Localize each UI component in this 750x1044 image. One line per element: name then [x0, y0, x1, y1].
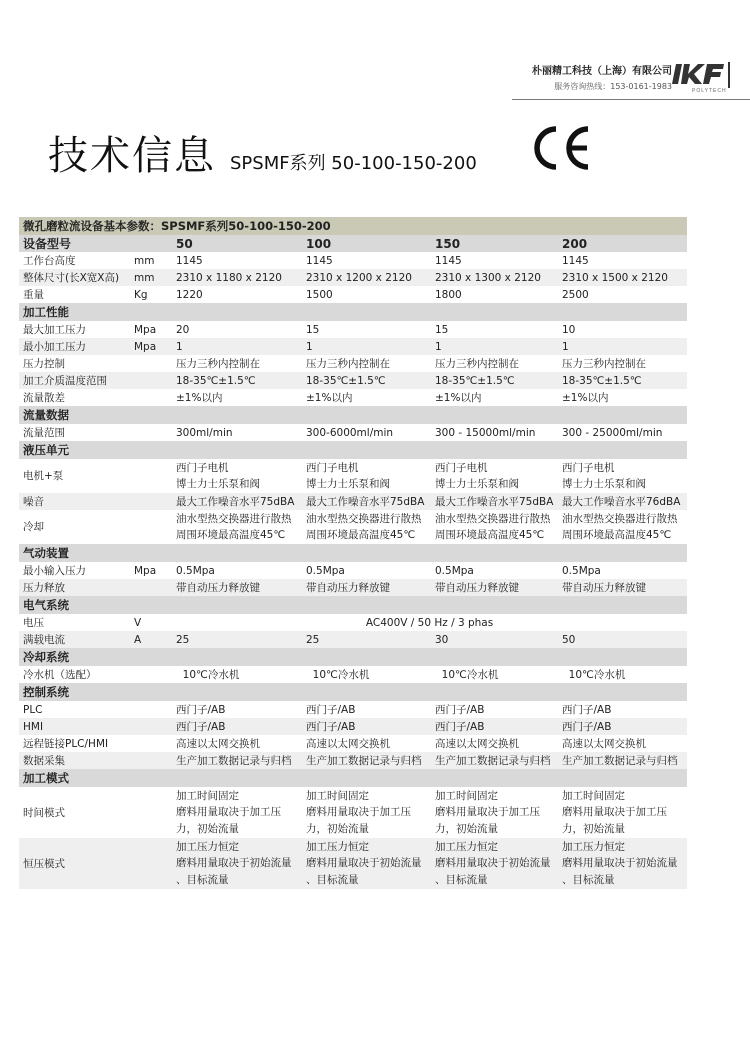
row-value-150: 高速以太网交换机: [435, 737, 519, 750]
row-value-50: 25: [172, 631, 302, 648]
row-value-200: 西门子/AB: [562, 703, 612, 716]
section-header: [19, 683, 687, 701]
row-unit: mm: [130, 269, 172, 286]
row-unit: [130, 752, 172, 769]
row-unit: [130, 424, 172, 441]
row-value-200: 10: [562, 323, 576, 336]
row-value-150: 1800: [435, 288, 462, 301]
row-value-200: 加工压力恒定 磨料用量取决于初始流量 、目标流量: [558, 838, 687, 889]
hotline-label: 服务咨询热线：: [554, 82, 611, 91]
row-value-150: ±1%以内: [435, 391, 482, 404]
row-label: 压力释放: [19, 579, 130, 596]
table-row: [19, 666, 687, 683]
row-value-200: 2310 x 1500 x 2120: [558, 269, 687, 286]
row-label: 恒压模式: [19, 838, 130, 889]
row-value-150: 10℃冷水机: [435, 668, 499, 681]
title-main: 技术信息: [48, 133, 216, 179]
row-unit: Mpa: [134, 323, 157, 336]
table-row: [19, 389, 687, 406]
table-row: [19, 787, 687, 838]
table-row: [19, 510, 687, 544]
row-label: 噪音: [19, 493, 130, 510]
row-value-150: 300 - 15000ml/min: [435, 426, 536, 439]
row-label: HMI: [19, 718, 130, 735]
section-header: [19, 596, 687, 614]
table-row: [19, 321, 687, 338]
row-unit: mm: [134, 254, 155, 267]
table-row: [19, 718, 687, 735]
section-header: [19, 648, 687, 666]
row-unit: [130, 389, 172, 406]
row-value-50: 西门子/AB: [172, 718, 302, 735]
row-value-150: 带自动压力释放键: [431, 579, 558, 596]
table-row: [19, 752, 687, 769]
row-value-150: 压力三秒内控制在: [435, 357, 519, 370]
section-title: 液压单元: [19, 441, 687, 459]
row-label: 冷却: [23, 521, 44, 533]
hotline-number: 153-0161-1983: [610, 82, 672, 91]
row-value-50: 西门子电机 博士力士乐泵和阀: [176, 461, 260, 490]
row-value-100: 1500: [306, 288, 333, 301]
row-value-100: 25: [302, 631, 431, 648]
table-heading: 微孔磨粒流设备基本参数：SPSMF系列50-100-150-200: [19, 217, 687, 235]
row-value-100: 0.5Mpa: [306, 564, 345, 577]
row-unit: [130, 838, 172, 889]
row-unit: Kg: [134, 288, 148, 301]
row-value-100: 加工压力恒定 磨料用量取决于初始流量 、目标流量: [302, 838, 431, 889]
row-value-150: 加工压力恒定 磨料用量取决于初始流量 、目标流量: [431, 838, 558, 889]
row-value-150: 15: [435, 323, 449, 336]
row-value-50: 18-35℃±1.5℃: [172, 372, 302, 389]
row-value-50: 生产加工数据记录与归档: [172, 752, 302, 769]
model-row: [19, 235, 687, 252]
page-title: [48, 124, 477, 181]
row-unit: A: [130, 631, 172, 648]
table-row: [19, 459, 687, 493]
row-value-100: 西门子电机 博士力士乐泵和阀: [306, 461, 390, 490]
row-value-50: 加工时间固定 磨料用量取决于加工压 力，初始流量: [176, 789, 281, 835]
table-row: [19, 614, 687, 631]
row-value-50: 压力三秒内控制在: [176, 357, 260, 370]
table-row: [19, 372, 687, 389]
table-row: [19, 252, 687, 269]
row-value-200: 带自动压力释放键: [558, 579, 687, 596]
model-150: 150: [431, 235, 558, 252]
row-label: 电机+泵: [23, 470, 64, 482]
row-value-100: 2310 x 1200 x 2120: [302, 269, 431, 286]
table-row: [19, 493, 687, 510]
row-value-200: 压力三秒内控制在: [562, 357, 646, 370]
logo-text: POLYTECH: [692, 88, 727, 94]
row-value-100: 10℃冷水机: [306, 668, 370, 681]
row-label: 冷水机（选配）: [23, 668, 97, 681]
section-title: 加工模式: [19, 769, 687, 787]
row-value-50: 20: [176, 323, 190, 336]
table-heading-row: [19, 217, 687, 235]
row-value-100: 压力三秒内控制在: [306, 357, 390, 370]
row-value-100: 最大工作噪音水平75dBA: [302, 493, 431, 510]
row-value-100: 生产加工数据记录与归档: [302, 752, 431, 769]
row-value-50: 2310 x 1180 x 2120: [172, 269, 302, 286]
row-value-50: 高速以太网交换机: [176, 737, 260, 750]
row-value-200: 50: [558, 631, 687, 648]
row-label: 重量: [23, 288, 44, 301]
row-value-100: 西门子/AB: [302, 718, 431, 735]
row-value-150: 18-35℃±1.5℃: [431, 372, 558, 389]
company-header: [532, 62, 672, 92]
spec-table: [19, 217, 687, 889]
model-50: 50: [172, 235, 302, 252]
section-header: [19, 441, 687, 459]
section-header: [19, 406, 687, 424]
company-logo: [672, 60, 736, 94]
row-value-50: 西门子/AB: [176, 703, 226, 716]
ce-mark-icon: [528, 123, 592, 173]
row-value-150: 生产加工数据记录与归档: [431, 752, 558, 769]
row-label: 最小加工压力: [19, 338, 130, 355]
row-value-100: 18-35℃±1.5℃: [302, 372, 431, 389]
row-value-200: 生产加工数据记录与归档: [558, 752, 687, 769]
row-value-50: 带自动压力释放键: [172, 579, 302, 596]
row-value-50: ±1%以内: [176, 391, 223, 404]
section-header: [19, 303, 687, 321]
row-unit: [130, 579, 172, 596]
model-label: 设备型号: [19, 235, 172, 252]
model-100: 100: [302, 235, 431, 252]
row-value-150: 0.5Mpa: [435, 564, 474, 577]
section-title: 电气系统: [19, 596, 687, 614]
row-value-200: 最大工作噪音水平76dBA: [558, 493, 687, 510]
row-value-50: 油水型热交换器进行散热 周围环境最高温度45℃: [176, 512, 292, 541]
section-title: 控制系统: [19, 683, 687, 701]
row-value-100: 油水型热交换器进行散热 周围环境最高温度45℃: [306, 512, 422, 541]
row-unit: [130, 355, 172, 372]
row-value-200: 0.5Mpa: [562, 564, 601, 577]
row-label: 加工介质温度范围: [19, 372, 130, 389]
row-value-150: 30: [431, 631, 558, 648]
table-row: [19, 631, 687, 648]
row-label: 整体尺寸(长X宽X高): [19, 269, 130, 286]
row-value-150: 2310 x 1300 x 2120: [431, 269, 558, 286]
row-value-200: 18-35℃±1.5℃: [558, 372, 687, 389]
row-label: 流量散差: [23, 391, 65, 404]
section-title: 冷却系统: [19, 648, 687, 666]
row-value-150: 西门子/AB: [435, 703, 485, 716]
table-row: [19, 355, 687, 372]
table-row: [19, 735, 687, 752]
row-value-200: 加工时间固定 磨料用量取决于加工压 力，初始流量: [562, 789, 667, 835]
row-value-150: 西门子/AB: [431, 718, 558, 735]
row-label: PLC: [23, 703, 43, 716]
row-value-50: 最大工作噪音水平75dBA: [172, 493, 302, 510]
row-unit: [130, 701, 172, 718]
row-label: 电压: [23, 616, 44, 629]
row-value-100: 300-6000ml/min: [306, 426, 394, 439]
row-unit: [130, 459, 172, 493]
model-200: 200: [558, 235, 687, 252]
row-value-100: 加工时间固定 磨料用量取决于加工压 力，初始流量: [306, 789, 411, 835]
row-value-150: 西门子电机 博士力士乐泵和阀: [435, 461, 519, 490]
company-name: 朴丽精工科技（上海）有限公司: [532, 66, 672, 77]
row-value: AC400V / 50 Hz / 3 phas: [365, 616, 494, 629]
row-label: 最大加工压力: [23, 323, 86, 336]
table-row: [19, 562, 687, 579]
row-value-50: 1145: [176, 254, 203, 267]
row-label: 数据采集: [19, 752, 130, 769]
section-title: 加工性能: [19, 303, 687, 321]
ce-mark-text: CE: [528, 123, 530, 124]
table-row: [19, 269, 687, 286]
row-value-150: 加工时间固定 磨料用量取决于加工压 力，初始流量: [435, 789, 540, 835]
section-header: [19, 544, 687, 562]
row-label: 流量范围: [23, 426, 65, 439]
row-unit: [130, 718, 172, 735]
row-value-200: 西门子电机 博士力士乐泵和阀: [562, 461, 646, 490]
row-unit: V: [134, 616, 142, 629]
row-value-100: 西门子/AB: [306, 703, 356, 716]
row-unit: [130, 510, 172, 544]
row-value-200: 油水型热交换器进行散热 周围环境最高温度45℃: [562, 512, 678, 541]
row-value-100: 带自动压力释放键: [302, 579, 431, 596]
header-rule: [512, 99, 750, 100]
row-value-150: 最大工作噪音水平75dBA: [431, 493, 558, 510]
row-value-100: 15: [306, 323, 320, 336]
service-hotline: [532, 81, 672, 92]
table-row: [19, 338, 687, 355]
row-value-100: ±1%以内: [306, 391, 353, 404]
row-unit: [130, 493, 172, 510]
row-value-50: 10℃冷水机: [176, 668, 240, 681]
section-title: 气动装置: [19, 544, 687, 562]
row-value-50: 加工压力恒定 磨料用量取决于初始流量 、目标流量: [172, 838, 302, 889]
table-row: [19, 424, 687, 441]
table-row: [19, 286, 687, 303]
row-unit: [130, 666, 172, 683]
row-value-200: 2500: [562, 288, 589, 301]
row-value-100: 1: [302, 338, 431, 355]
row-value-100: 高速以太网交换机: [306, 737, 390, 750]
table-row: [19, 701, 687, 718]
table-row: [19, 838, 687, 889]
row-value-50: 1220: [176, 288, 203, 301]
row-unit: Mpa: [130, 338, 172, 355]
row-value-150: 1145: [435, 254, 462, 267]
table-row: [19, 579, 687, 596]
row-label: 时间模式: [23, 806, 65, 819]
section-title: 流量数据: [19, 406, 687, 424]
section-header: [19, 769, 687, 787]
row-label: 压力控制: [23, 357, 65, 370]
title-sub: SPSMF系列 50-100-150-200: [230, 153, 477, 174]
row-unit: [130, 372, 172, 389]
row-unit: Mpa: [134, 564, 157, 577]
row-value-100: 1145: [306, 254, 333, 267]
row-label: 最小输入压力: [23, 564, 86, 577]
row-value-200: 10℃冷水机: [562, 668, 626, 681]
row-value-150: 1: [431, 338, 558, 355]
row-value-50: 1: [172, 338, 302, 355]
row-label: 远程链接PLC/HMI: [23, 737, 109, 750]
row-value-200: ±1%以内: [562, 391, 609, 404]
row-value-150: 油水型热交换器进行散热 周围环境最高温度45℃: [435, 512, 551, 541]
row-value-200: 高速以太网交换机: [562, 737, 646, 750]
row-unit: [130, 787, 172, 838]
row-label: 满载电流: [19, 631, 130, 648]
row-label: 工作台高度: [23, 254, 76, 267]
row-value-50: 0.5Mpa: [176, 564, 215, 577]
row-unit: [130, 735, 172, 752]
row-value-200: 300 - 25000ml/min: [562, 426, 663, 439]
row-value-200: 1: [558, 338, 687, 355]
row-value-50: 300ml/min: [176, 426, 233, 439]
row-value-200: 西门子/AB: [558, 718, 687, 735]
row-value-200: 1145: [562, 254, 589, 267]
